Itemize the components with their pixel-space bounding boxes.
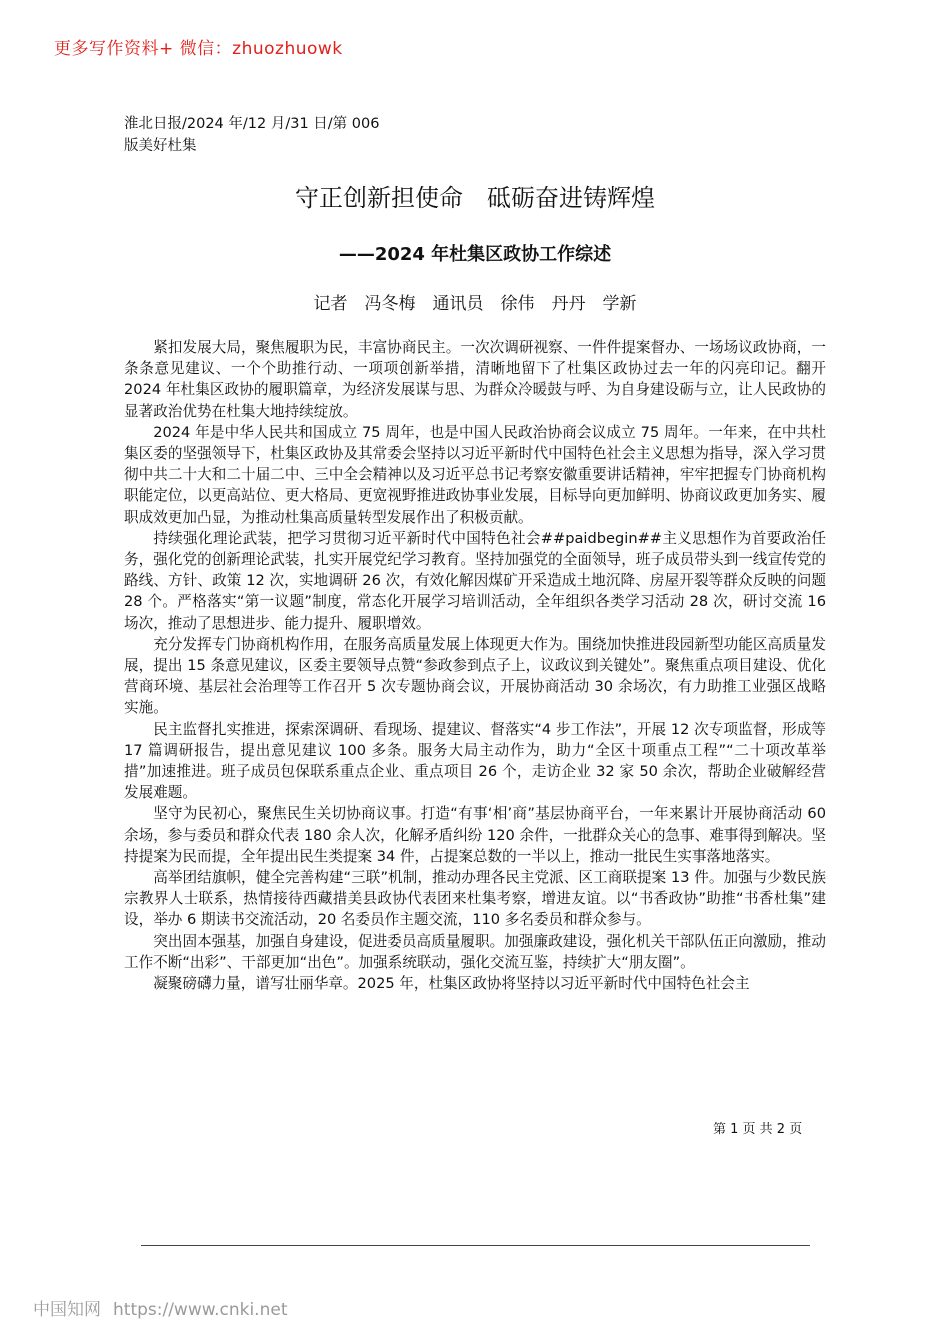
paragraph: 民主监督扎实推进，探索深调研、看现场、提建议、督落实“4 步工作法”，开展 12 次专项监督，形成等 17 篇调研报告，提出意见建议 100 多条。服务大局主动作为，助力“全区十项重点工程”“二十项改革举措”加速推进。班子成员包保联系重点企业、重点项目 26 个，走访企业 32 家 50 余次，帮助企业破解经营发展难题。 (124, 720, 826, 802)
promo-banner: 更多写作资料+ 微信：zhuozhuowk (54, 39, 343, 59)
byline: 记者 冯冬梅 通讯员 徐伟 丹丹 学新 (313, 294, 637, 314)
article-body (124, 337, 826, 994)
paragraph: 突出固本强基，加强自身建设，促进委员高质量履职。加强廉政建设，强化机关干部队伍正向激励，推动工作不断“出彩”、干部更加“出色”。加强系统联动，强化交流互鉴，持续扩大“朋友圈”。 (124, 932, 826, 971)
footer-watermark (33, 1295, 287, 1320)
footer-url[interactable]: https://www.cnki.net (113, 1300, 288, 1320)
page-number: 第 1 页 共 2 页 (713, 1122, 803, 1137)
article-subtitle: ——2024 年杜集区政协工作综述 (338, 244, 612, 265)
paragraph: 凝聚磅礴力量，谱写壮丽华章。2025 年，杜集区政协将坚持以习近平新时代中国特色社会主 (153, 975, 750, 993)
paragraph: 2024 年是中华人民共和国成立 75 周年，也是中国人民政治协商会议成立 75 周年。一年来，在中共杜集区委的坚强领导下，杜集区政协及其常委会坚持以习近平新时代中国特色社会主义思想为指导，深入学习贯彻中共二十大和二十届二中、三中全会精神以及习近平总书记考察安徽重要讲话精神，牢牢把握专门协商机构职能定位，以更高站位、更大格局、更宽视野推进政协事业发展，目标导向更加鲜明、协商议政更加务实、履职成效更加凸显，为推动杜集高质量转型发展作出了积极贡献。 (124, 423, 826, 526)
paragraph: 持续强化理论武装，把学习贯彻习近平新时代中国特色社会##paidbegin##主义思想作为首要政治任务，强化党的创新理论武装，扎实开展党纪学习教育。坚持加强党的全面领导，班子成员带头到一线宣传党的路线、方针、政策 12 次，实地调研 26 次，有效化解因煤矿开采造成土地沉降、房屋开裂等群众反映的问题 28 个。严格落实“第一议题”制度，常态化开展学习培训活动，全年组织各类学习活动 28 次，研讨交流 16 场次，推动了思想进步、能力提升、履职增效。 (124, 529, 826, 632)
footer-site-name: 中国知网 (33, 1300, 101, 1320)
paragraph: 充分发挥专门协商机构作用，在服务高质量发展上体现更大作为。围绕加快推进段园新型功能区高质量发展，提出 15 条意见建议，区委主要领导点赞“参政参到点子上，议政议到关键处”。聚焦重点项目建设、优化营商环境、基层社会治理等工作召开 5 次专题协商会议，开展协商活动 30 余场次，有力助推工业强区战略实施。 (124, 635, 826, 717)
source-line-2: 版美好杜集 (124, 138, 197, 154)
article-title: 守正创新担使命 砥砺奋进铸辉煌 (295, 184, 655, 212)
paragraph: 紧扣发展大局，聚焦履职为民，丰富协商民主。一次次调研视察、一件件提案督办、一场场议政协商，一条条意见建议、一个个助推行动、一项项创新举措，清晰地留下了杜集区政协过去一年的闪亮印记。翻开 2024 年杜集区政协的履职篇章，为经济发展谋与思、为群众冷暖鼓与呼、为自身建设砺与立，让人民政协的显著政治优势在杜集大地持续绽放。 (124, 339, 826, 420)
source-info (124, 113, 379, 157)
source-line-1: 淮北日报/2024 年/12 月/31 日/第 006 (124, 116, 380, 132)
footer-divider (141, 1245, 810, 1246)
paragraph: 高举团结旗帜，健全完善构建“三联”机制，推动办理各民主党派、区工商联提案 13 件。加强与少数民族宗教界人士联系，热情接待西藏措美县政协代表团来杜集考察，增进友谊。以“书香政协”助推“书香杜集”建设，举办 6 期读书交流活动，20 名委员作主题交流，110 多名委员和群众参与。 (124, 869, 826, 929)
paragraph: 坚守为民初心，聚焦民生关切协商议事。打造“有事‘相’商”基层协商平台，一年来累计开展协商活动 60 余场，参与委员和群众代表 180 余人次，化解矛盾纠纷 120 余件，一批群众关心的急事、难事得到解决。坚持提案为民而提，全年提出民生类提案 34 件，占提案总数的一半以上，推动一批民生实事落地落实。 (124, 805, 826, 865)
